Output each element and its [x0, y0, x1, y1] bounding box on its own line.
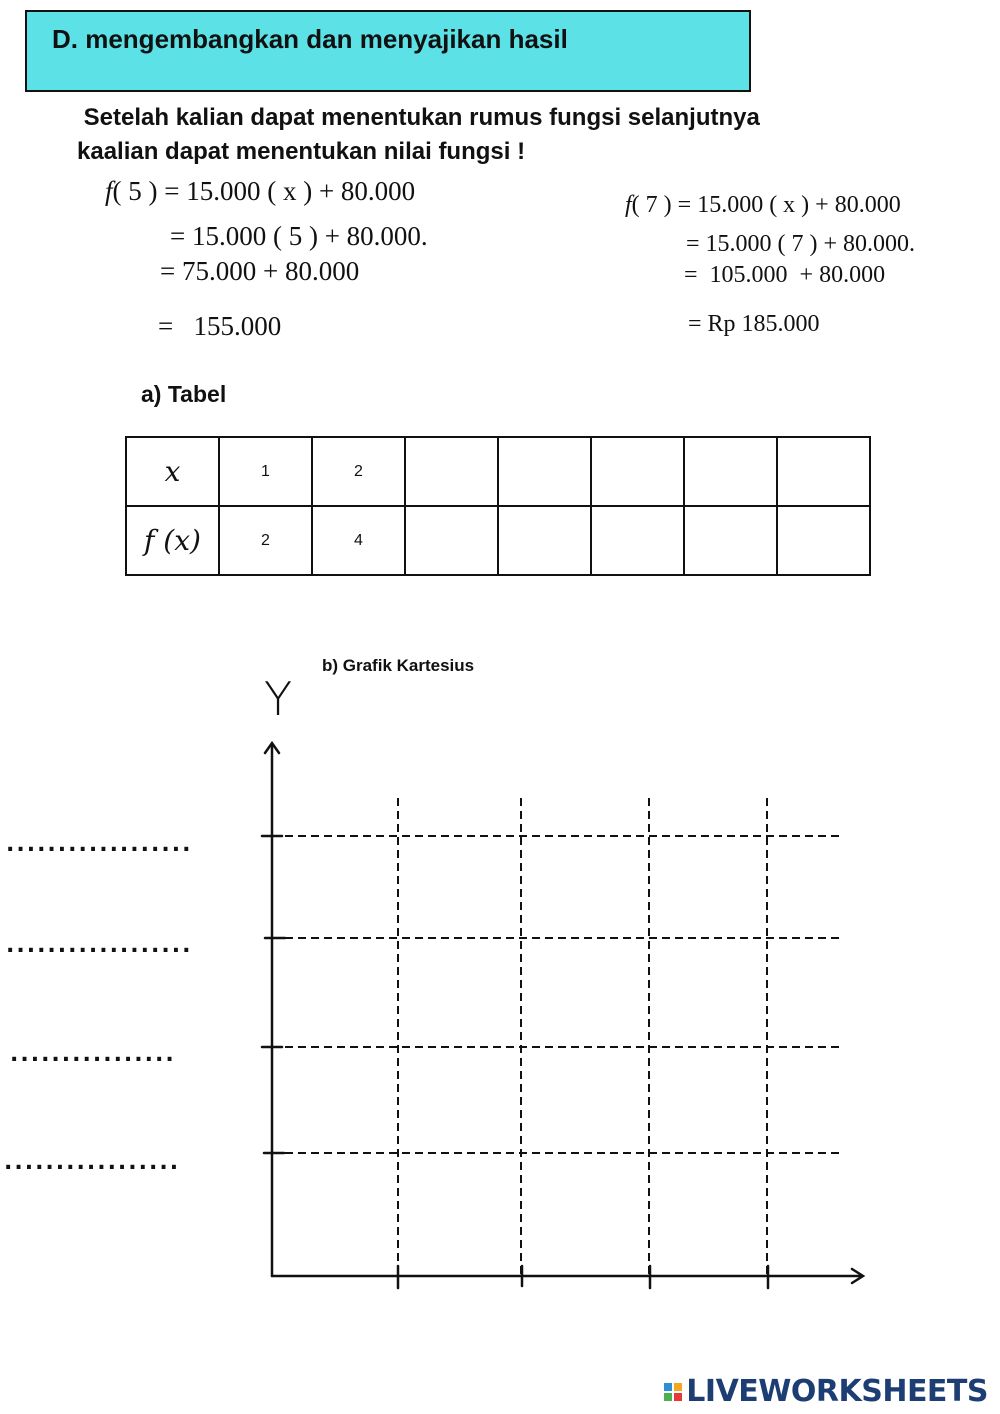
- logo-square: [674, 1393, 682, 1401]
- table-header-x: x: [126, 437, 219, 506]
- table-label: a) Tabel: [141, 381, 227, 407]
- table-cell[interactable]: 2: [219, 506, 312, 575]
- intro-line-2: kaalian dapat menentukan nilai fungsi !: [77, 138, 526, 165]
- calc-left-line-3: = 75.000 + 80.000: [160, 256, 360, 286]
- logo-text: LIVEWORKSHEETS: [686, 1374, 988, 1409]
- calc-left-result: = 155.000: [158, 311, 282, 341]
- logo-square: [664, 1393, 672, 1401]
- calc-right-line-2: = 15.000 ( 7 ) + 80.000.: [686, 231, 916, 257]
- logo-square: [664, 1383, 672, 1391]
- calc-left-line-1: f( 5 ) = 15.000 ( x ) + 80.000: [105, 176, 416, 206]
- calc-right-line-3: = 105.000 + 80.000: [684, 262, 886, 288]
- y-axis-label: Y: [264, 672, 293, 726]
- table-header-fx: f (x): [126, 506, 219, 575]
- table-cell[interactable]: 1: [219, 437, 312, 506]
- calc-left-line-2: = 15.000 ( 5 ) + 80.000.: [170, 221, 428, 251]
- graph-title: b) Grafik Kartesius: [322, 656, 475, 675]
- table-cell[interactable]: 4: [312, 506, 405, 575]
- table-cell[interactable]: 2: [312, 437, 405, 506]
- logo-grid-icon: [664, 1383, 682, 1401]
- section-title: D. mengembangkan dan menyajikan hasil: [52, 24, 568, 54]
- calc-right-result: = Rp 185.000: [688, 311, 820, 337]
- liveworksheets-logo: [664, 1374, 988, 1409]
- y-value-blank-1[interactable]: ..................: [6, 832, 193, 857]
- intro-line-1: Setelah kalian dapat menentukan rumus fungsi selanjutnya: [77, 104, 760, 131]
- calc-left-function-name: f: [105, 176, 113, 206]
- y-value-blank-3[interactable]: ................: [10, 1042, 176, 1067]
- logo-square: [674, 1383, 682, 1391]
- y-value-blank-4[interactable]: .................: [4, 1150, 181, 1175]
- y-value-blank-2[interactable]: ..................: [6, 933, 193, 958]
- calc-right-function-name: f: [625, 192, 632, 218]
- calc-right-line-1: f( 7 ) = 15.000 ( x ) + 80.000: [625, 192, 901, 218]
